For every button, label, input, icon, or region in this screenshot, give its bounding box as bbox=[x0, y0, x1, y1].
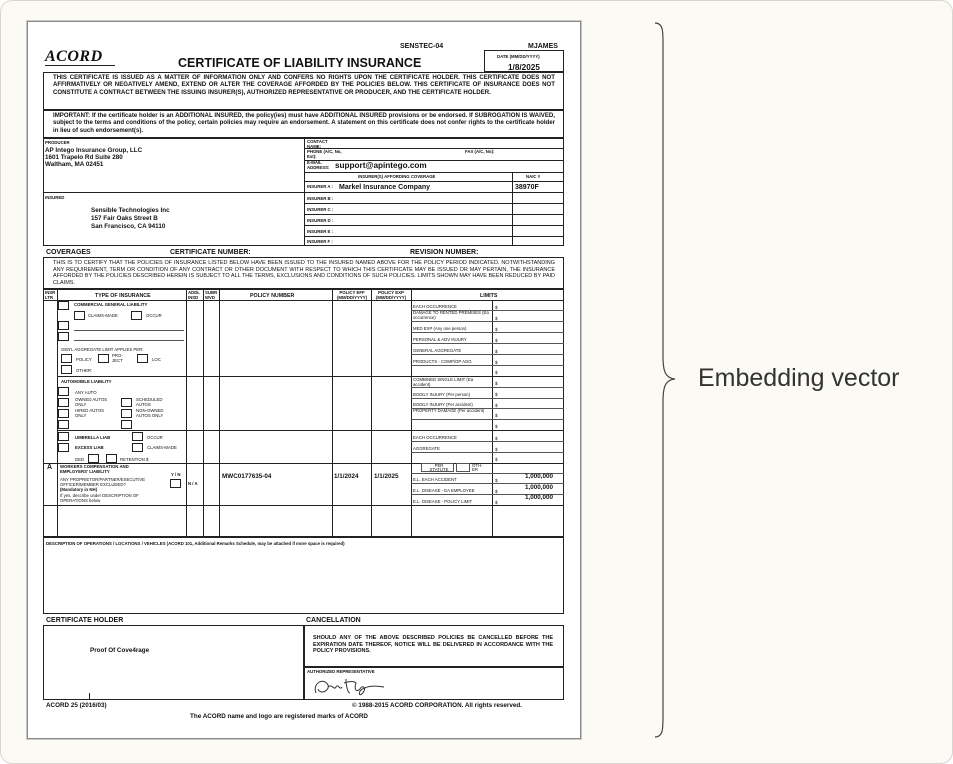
dollar: $ bbox=[495, 392, 498, 397]
section-line bbox=[43, 505, 564, 506]
insurer-row-line bbox=[304, 203, 564, 204]
insured-label: INSURED bbox=[45, 195, 65, 200]
limit-products: PRODUCTS - COMP/OP AGG bbox=[413, 359, 472, 364]
other-checkbox[interactable] bbox=[61, 365, 72, 374]
naic-heading: NAIC # bbox=[526, 174, 541, 179]
hired-checkbox[interactable] bbox=[58, 409, 69, 418]
limit-damage-rented: DAMAGE TO RENTED PREMISES (Ea occurrence) bbox=[413, 310, 489, 320]
cgl-checkbox[interactable] bbox=[58, 301, 69, 310]
cgl-blank-line bbox=[74, 340, 184, 341]
dollar: $ bbox=[495, 478, 498, 483]
project-checkbox[interactable] bbox=[98, 354, 109, 363]
scheduled-label: SCHEDULED AUTOS bbox=[136, 397, 163, 407]
dollar: $ bbox=[495, 413, 498, 418]
acord-logo: ACORD bbox=[45, 48, 103, 65]
col-insr-ltr: INSR LTR bbox=[45, 290, 56, 300]
umbrella-claims-checkbox[interactable] bbox=[132, 443, 143, 452]
any-auto-checkbox[interactable] bbox=[58, 387, 69, 396]
insurer-row-line bbox=[304, 236, 564, 237]
wc-insr-ltr: A bbox=[47, 464, 53, 471]
wc-excluded-checkbox[interactable] bbox=[170, 479, 181, 488]
limit-row-line bbox=[411, 408, 564, 409]
col-subr: SUBR WVD bbox=[205, 290, 218, 300]
coverage-statement: THIS IS TO CERTIFY THAT THE POLICIES OF INSURANCE LISTED BELOW HAVE BEEN ISSUED TO THE INSURED NAMED ABOVE FOR THE POLICY PERIOD INDICATED. NOTWITHSTANDING ANY REQUIREMENT, TERM OR CONDITION OF ANY CONTRACT OR OTHER DOCUMENT WITH RESPECT TO WHICH THIS CERTIFICATE MAY BE ISSUED OR MAY PERTAIN, THE INSURANCE AFFORDED BY THE POLICIES DESCRIBED HEREIN IS SUBJECT TO ALL THE TERMS, EXCLUSIONS AND CONDITIONS OF SUCH POLICIES. LIMITS SHOWN MAY HAVE BEEN REDUCED BY PAID CLAIMS. bbox=[53, 260, 555, 286]
per-statute-label: PER STATUTE bbox=[429, 463, 449, 473]
email-label: E-MAIL ADDRESS: bbox=[307, 160, 330, 170]
claims-made-checkbox[interactable] bbox=[74, 311, 85, 320]
dollar: $ bbox=[495, 360, 498, 365]
insured-divider bbox=[43, 192, 304, 193]
footer-form-number: ACORD 25 (2016/03) bbox=[46, 702, 107, 709]
el-disease-policy-label: E.L. DISEASE - POLICY LIMIT bbox=[413, 499, 473, 504]
producer-line-3: Waltham, MA 02451 bbox=[45, 161, 104, 168]
project-label: PRO-JECT bbox=[112, 353, 123, 363]
cgl-blank-checkbox-1[interactable] bbox=[58, 321, 69, 330]
policy-label: POLICY bbox=[76, 357, 92, 362]
insurers-heading: INSURER(S) AFFORDING COVERAGE bbox=[358, 174, 436, 179]
insurer-f-label: INSURER F : bbox=[307, 239, 333, 244]
insurer-c-label: INSURER C : bbox=[307, 207, 334, 212]
limit-row-line bbox=[411, 343, 564, 344]
dollar: $ bbox=[495, 500, 498, 505]
limit-property-damage: PROPERTY DAMAGE (Per accident) bbox=[413, 408, 485, 413]
col-line bbox=[332, 289, 333, 537]
footer-trademark: The ACORD name and logo are registered marks of ACORD bbox=[190, 713, 368, 720]
insurer-e-label: INSURER E : bbox=[307, 229, 334, 234]
oth-er-label: OTH-ER bbox=[472, 463, 483, 473]
umbrella-occur-checkbox[interactable] bbox=[132, 432, 143, 441]
limit-row-line bbox=[411, 321, 564, 322]
limit-umb-aggregate: AGGREGATE bbox=[413, 446, 440, 451]
claims-made-label: CLAIMS-MADE bbox=[88, 313, 118, 318]
cert-number-label: CERTIFICATE NUMBER: bbox=[170, 249, 251, 256]
table-header-line bbox=[43, 300, 564, 301]
dollar: $ bbox=[495, 457, 498, 462]
holder-box bbox=[43, 625, 304, 700]
insurer-row-line bbox=[304, 181, 564, 182]
other-label: OTHER: bbox=[76, 368, 93, 373]
limit-row-line bbox=[411, 365, 564, 366]
limit-row-line bbox=[411, 332, 564, 333]
dollar: $ bbox=[495, 370, 498, 375]
limit-combined-single: COMBINED SINGLE LIMIT (Ea accident) bbox=[413, 377, 474, 387]
col-policy: POLICY NUMBER bbox=[250, 293, 295, 299]
limit-personal-adv: PERSONAL & ADV INJURY bbox=[413, 337, 467, 342]
limit-row-line bbox=[411, 354, 564, 355]
aggregate-label: GEN'L AGGREGATE LIMIT APPLIES PER: bbox=[61, 347, 144, 352]
any-auto-label: ANY AUTO bbox=[75, 390, 97, 395]
fax-label: FAX (A/C, No): bbox=[465, 149, 495, 154]
wc-policy-number: MWC0177635-04 bbox=[222, 473, 272, 480]
umbrella-label: UMBRELLA LIAB bbox=[75, 435, 111, 440]
col-eff: POLICY EFF (MM/DD/YYYY) bbox=[336, 290, 368, 300]
el-disease-employee-label: E.L. DISEASE - EA EMPLOYEE bbox=[413, 488, 475, 493]
excess-label: EXCESS LIAB bbox=[75, 445, 104, 450]
wc-mandatory: (Mandatory in NH) bbox=[60, 487, 97, 492]
owned-label: OWNED AUTOS ONLY bbox=[75, 397, 108, 407]
limit-row-line bbox=[411, 441, 564, 442]
insurer-row-line bbox=[304, 214, 564, 215]
ded-label: DED bbox=[75, 457, 85, 462]
insurer-a-label: INSURER A : bbox=[307, 184, 333, 189]
el-disease-policy-value: 1,000,000 bbox=[525, 494, 554, 501]
wc-title: WORKERS COMPENSATION AND EMPLOYERS' LIABILITY bbox=[60, 464, 129, 474]
occur-checkbox[interactable] bbox=[131, 311, 142, 320]
owned-checkbox[interactable] bbox=[58, 398, 69, 407]
certificate-document bbox=[27, 21, 581, 739]
col-line bbox=[203, 289, 204, 537]
dollar: $ bbox=[495, 489, 498, 494]
dollar: $ bbox=[495, 327, 498, 332]
auto-blank-checkbox-2[interactable] bbox=[121, 420, 132, 429]
limit-each-occurrence: EACH OCCURRENCE bbox=[413, 304, 457, 309]
holder-label: CERTIFICATE HOLDER bbox=[46, 617, 124, 624]
email-divider bbox=[304, 172, 564, 173]
col-addl: ADDL INSD bbox=[188, 290, 200, 300]
dollar: $ bbox=[495, 436, 498, 441]
date-value: 1/8/2025 bbox=[508, 63, 540, 72]
contact-name-label: CONTACT NAME: bbox=[307, 139, 328, 149]
limit-bodily-accident: BODILY INJURY (Per accident) bbox=[413, 402, 473, 407]
insurer-row-line bbox=[304, 225, 564, 226]
el-disease-employee-value: 1,000,000 bbox=[525, 484, 554, 491]
el-each-accident-value: 1,000,000 bbox=[525, 473, 554, 480]
col-line bbox=[411, 289, 412, 537]
authorized-label: AUTHORIZED REPRESENTATIVE bbox=[307, 669, 375, 674]
holder-tick bbox=[89, 693, 90, 700]
insured-line-3: San Francisco, CA 94110 bbox=[91, 223, 166, 230]
description-label: DESCRIPTION OF OPERATIONS / LOCATIONS / VEHICLES (ACORD 101, Additional Remarks Schedule, may be attached if more space is required) bbox=[46, 541, 345, 546]
producer-line-1: AP Intego Insurance Group, LLC bbox=[45, 147, 143, 154]
el-each-accident-label: E.L. EACH ACCIDENT bbox=[413, 477, 457, 482]
insured-line-1: Sensible Technologies Inc bbox=[91, 207, 170, 214]
notice-text: THIS CERTIFICATE IS ISSUED AS A MATTER OF INFORMATION ONLY AND CONFERS NO RIGHTS UPON THE CERTIFICATE HOLDER. THIS CERTIFICATE DOES NOT AFFIRMATIVELY OR NEGATIVELY AMEND, EXTEND OR ALTER THE COVERAGE AFFORDED BY THE POLICIES BELOW. THIS CERTIFICATE OF INSURANCE DOES NOT CONSTITUTE A CONTRACT BETWEEN THE ISSUING INSURER(S), AUTHORIZED REPRESENTATIVE OR PRODUCER, AND THE CERTIFICATE HOLDER. bbox=[53, 74, 555, 96]
hired-label: HIRED AUTOS ONLY bbox=[75, 408, 105, 418]
cancellation-label: CANCELLATION bbox=[306, 617, 361, 624]
col-limits: LIMITS bbox=[480, 293, 498, 299]
wc-any-proprietor: ANY PROPRIETOR/PARTNER/EXECUTIVE OFFICER/MEMBER EXCLUDED? bbox=[60, 477, 146, 487]
dollar: $ bbox=[495, 403, 498, 408]
col-type: TYPE OF INSURANCE bbox=[95, 293, 151, 299]
form-title: CERTIFICATE OF LIABILITY INSURANCE bbox=[178, 56, 422, 70]
loc-checkbox[interactable] bbox=[137, 354, 148, 363]
signature bbox=[310, 675, 390, 699]
limit-row-line bbox=[411, 310, 564, 311]
logo-underline bbox=[45, 65, 115, 66]
policy-checkbox[interactable] bbox=[61, 354, 72, 363]
umbrella-occur-label: OCCUR bbox=[147, 435, 163, 440]
footer-copyright: © 1988-2015 ACORD CORPORATION. All rights reserved. bbox=[352, 702, 522, 709]
insurer-b-label: INSURER B : bbox=[307, 196, 334, 201]
loc-label: LOC bbox=[152, 357, 161, 362]
limit-row-line bbox=[411, 387, 564, 388]
oth-er-box bbox=[456, 463, 470, 472]
section-line bbox=[57, 376, 564, 377]
col-line bbox=[219, 289, 220, 537]
phone-label: PHONE (A/C, No, Ext): bbox=[307, 149, 342, 159]
col-line bbox=[186, 289, 187, 537]
contact-divider bbox=[304, 148, 564, 149]
section-line bbox=[57, 430, 564, 431]
dollar: $ bbox=[495, 424, 498, 429]
ded-checkbox[interactable] bbox=[88, 454, 99, 463]
naic-divider bbox=[512, 172, 513, 246]
insurer-a-naic: 38970F bbox=[515, 184, 539, 191]
retention-checkbox[interactable] bbox=[106, 454, 117, 463]
wc-describe: If yes, describe under DESCRIPTION OF OPERATIONS below bbox=[60, 493, 139, 503]
umbrella-checkbox[interactable] bbox=[58, 432, 69, 441]
date-label: DATE (MM/DD/YYYY) bbox=[497, 54, 540, 59]
auto-blank-checkbox-1[interactable] bbox=[58, 420, 69, 429]
cgl-blank-line bbox=[74, 330, 184, 331]
header-left-code: SENSTEC-04 bbox=[400, 43, 444, 50]
col-line bbox=[371, 289, 372, 537]
scheduled-checkbox[interactable] bbox=[121, 398, 132, 407]
limit-umb-each: EACH OCCURRENCE bbox=[413, 435, 457, 440]
wc-eff-date: 1/1/2024 bbox=[334, 473, 359, 480]
dollar: $ bbox=[495, 381, 498, 386]
limit-row-line bbox=[411, 398, 564, 399]
important-text: IMPORTANT: If the certificate holder is an ADDITIONAL INSURED, the policy(ies) must have ADDITIONAL INSURED provisions or be endorsed. If SUBROGATION IS WAIVED, subject to the terms and conditions of the policy, certain policies may require an endorsement. A statement on this certificate does not confer rights to the certificate holder in lieu of such endorsement(s). bbox=[53, 112, 555, 134]
limit-bodily-person: BODILY INJURY (Per person) bbox=[413, 392, 470, 397]
cgl-blank-checkbox-2[interactable] bbox=[58, 332, 69, 341]
description-box bbox=[43, 537, 564, 614]
insurer-a-name: Markel Insurance Company bbox=[339, 184, 431, 191]
non-owned-label: NON-OWNED AUTOS ONLY bbox=[136, 408, 164, 418]
producer-label: PRODUCER bbox=[45, 140, 70, 145]
holder-name: Proof Of Cove4rage bbox=[90, 647, 150, 654]
dollar: $ bbox=[495, 316, 498, 321]
limit-row-line bbox=[411, 419, 564, 420]
limit-row-line bbox=[411, 452, 564, 453]
revision-label: REVISION NUMBER: bbox=[410, 249, 479, 256]
non-owned-checkbox[interactable] bbox=[121, 409, 132, 418]
wc-exp-date: 1/1/2025 bbox=[374, 473, 399, 480]
occur-label: OCCUR bbox=[146, 313, 162, 318]
insurer-row-line bbox=[304, 192, 564, 193]
wc-na: N / A bbox=[188, 481, 198, 486]
producer-line-2: 1601 Trapelo Rd Suite 280 bbox=[45, 154, 123, 161]
umbrella-claims-label: CLAIMS-MADE bbox=[147, 445, 177, 450]
dollar: $ bbox=[495, 349, 498, 354]
dollar: $ bbox=[495, 338, 498, 343]
embedding-vector-label: Embedding vector bbox=[698, 364, 900, 392]
dollar: $ bbox=[495, 305, 498, 310]
insurer-d-label: INSURER D : bbox=[307, 218, 334, 223]
dollar: $ bbox=[495, 447, 498, 452]
header-right-code: MJAMES bbox=[528, 43, 558, 50]
insured-line-2: 157 Fair Oaks Street B bbox=[91, 215, 158, 222]
excess-checkbox[interactable] bbox=[58, 443, 69, 452]
auto-title: AUTOMOBILE LIABILITY bbox=[61, 379, 112, 384]
email-value: support@apintego.com bbox=[335, 161, 427, 170]
wc-yn: Y / N bbox=[171, 472, 181, 477]
limit-med-exp: MED EXP (Any one person) bbox=[413, 326, 467, 331]
retention-label: RETENTION $ bbox=[120, 457, 149, 462]
col-exp: POLICY EXP (MM/DD/YYYY) bbox=[375, 290, 407, 300]
limit-general-aggregate: GENERAL AGGREGATE bbox=[413, 348, 462, 353]
curly-brace bbox=[651, 21, 681, 741]
cancellation-text: SHOULD ANY OF THE ABOVE DESCRIBED POLICIES BE CANCELLED BEFORE THE EXPIRATION DATE THEREOF, NOTICE WILL BE DELIVERED IN ACCORDANCE WITH THE POLICY PROVISIONS. bbox=[313, 635, 553, 654]
cgl-title: COMMERCIAL GENERAL LIABILITY bbox=[74, 302, 148, 307]
coverages-label: COVERAGES bbox=[46, 249, 91, 256]
